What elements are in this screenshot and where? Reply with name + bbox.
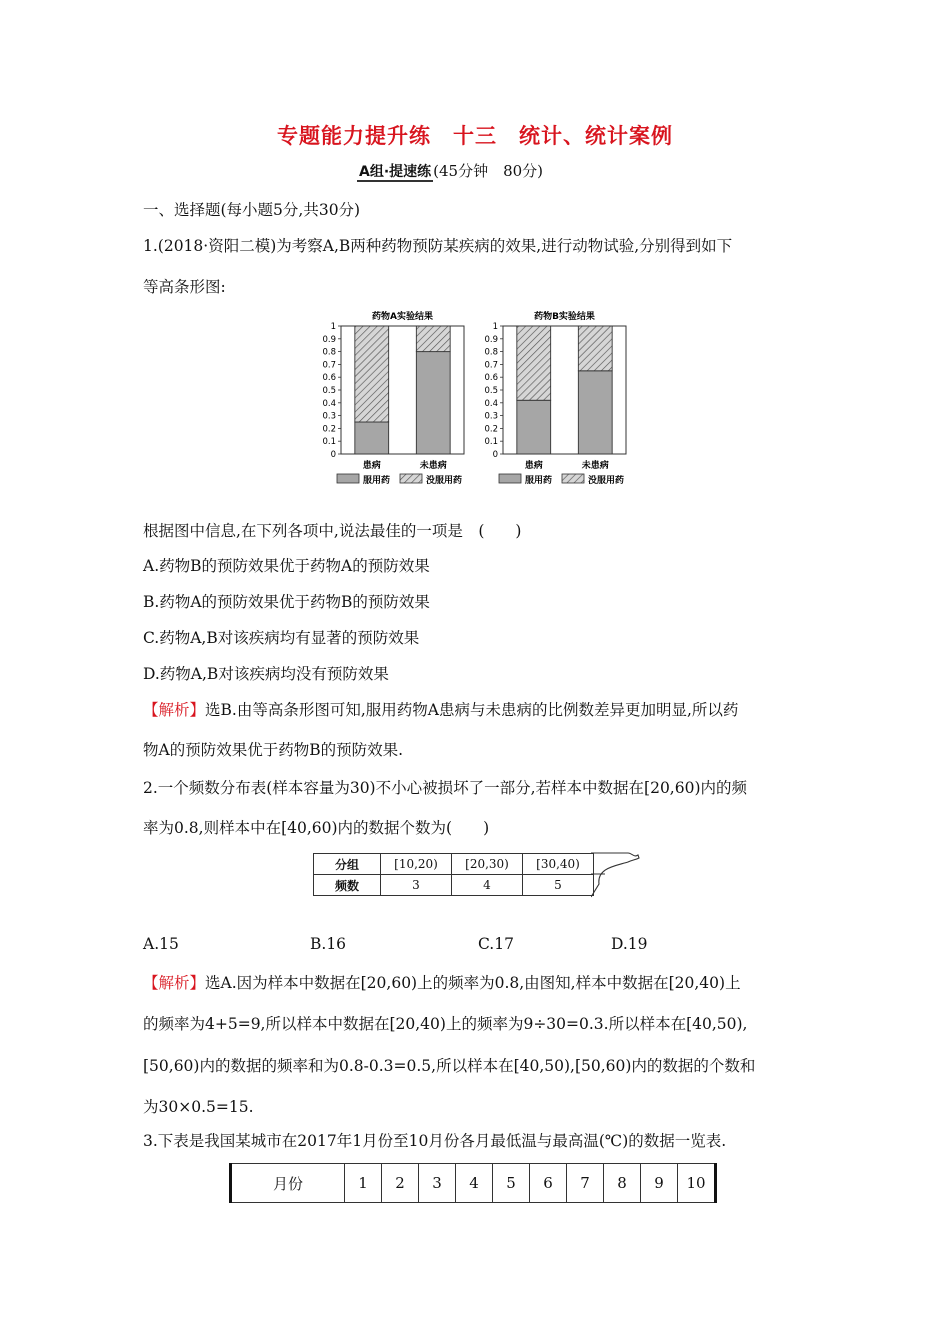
table-cell: 4 xyxy=(456,1164,493,1203)
x-tick-label: 未患病 xyxy=(581,461,609,471)
legend-swatch-not-taken xyxy=(400,474,422,483)
chart-legend xyxy=(337,474,624,486)
y-tick-label: 0.9 xyxy=(484,334,498,345)
legend-swatch-taken xyxy=(337,474,359,483)
table-cell: 8 xyxy=(604,1164,641,1203)
time-limit: (45分钟 80分) xyxy=(433,162,544,180)
y-tick-label: 0.8 xyxy=(484,347,498,358)
table-row xyxy=(232,1164,714,1203)
q2-text-line1: 2.一个频数分布表(样本容量为30)不小心被损坏了一部分,若样本中数据在[20,60)内的频 xyxy=(143,779,748,797)
table-cell: 3 xyxy=(381,875,452,896)
q1-analysis-line1 xyxy=(143,698,738,720)
bar-segment-taken xyxy=(416,352,450,454)
y-tick-label: 0 xyxy=(492,450,498,460)
table-cell: [10,20) xyxy=(381,854,452,875)
table-cell: [20,30) xyxy=(452,854,523,875)
y-tick-label: 0.5 xyxy=(322,386,336,396)
q1-option-b: B.药物A的预防效果优于药物B的预防效果 xyxy=(143,593,430,611)
chart-title: 药物A实验结果 xyxy=(372,312,433,322)
y-tick-label: 1 xyxy=(330,322,336,332)
q2-analysis-line2: 的频率为4+5=9,所以样本中数据在[20,40)上的频率为9÷30=0.3.所以样本在[40,50), xyxy=(143,1015,748,1033)
table-cell: 1 xyxy=(345,1164,382,1203)
table-row xyxy=(314,854,594,875)
bar-segment-not-taken xyxy=(416,326,450,352)
bar-segment-taken xyxy=(578,371,612,454)
y-tick-label: 0.2 xyxy=(484,424,498,435)
q1-analysis-line2: 物A的预防效果优于药物B的预防效果. xyxy=(143,741,404,759)
table-cell: [30,40) xyxy=(523,854,594,875)
table-cell: 2 xyxy=(382,1164,419,1203)
y-tick-label: 0.3 xyxy=(322,411,336,422)
q2-analysis-line1 xyxy=(143,971,741,993)
bar-segment-taken xyxy=(355,422,389,454)
table-row xyxy=(314,875,594,896)
table-cell: 频数 xyxy=(314,875,381,896)
y-tick-label: 0 xyxy=(330,450,336,460)
table-cell: 10 xyxy=(678,1164,715,1203)
q1-text-line2: 等高条形图: xyxy=(143,278,226,296)
table-cell: 5 xyxy=(523,875,594,896)
q1-chart-figure xyxy=(312,306,642,490)
q2-analysis-text1: 选A.因为样本中数据在[20,60)上的频率为0.8,由图知,样本中数据在[20,40)上 xyxy=(205,974,741,992)
y-tick-label: 0.5 xyxy=(484,386,498,396)
legend-label-taken: 服用药 xyxy=(363,476,391,486)
section-heading: 一、选择题(每小题5分,共30分) xyxy=(143,201,361,219)
table-cell: 5 xyxy=(493,1164,530,1203)
q2-analysis-line3: [50,60)内的数据的频率和为0.8-0.3=0.5,所以样本在[40,50),[50,60)内的数据的个数和 xyxy=(143,1057,756,1075)
x-tick-label: 未患病 xyxy=(419,461,447,471)
table-cell: 9 xyxy=(641,1164,678,1203)
y-tick-label: 0.1 xyxy=(484,437,498,448)
q2-analysis-line4: 为30×0.5=15. xyxy=(143,1098,254,1116)
chart-title: 药物B实验结果 xyxy=(534,312,595,322)
y-tick-label: 0.8 xyxy=(322,347,336,358)
legend-swatch-not-taken-b xyxy=(562,474,584,483)
q1-option-d: D.药物A,B对该疾病均没有预防效果 xyxy=(143,665,389,683)
q1-analysis-tag: 【解析】 xyxy=(143,701,206,719)
y-tick-label: 0.9 xyxy=(322,334,336,345)
y-tick-label: 0.6 xyxy=(322,373,336,384)
y-tick-label: 0.6 xyxy=(484,373,498,384)
page-title: 专题能力提升练 十三 统计、统计案例 xyxy=(277,124,673,148)
q1-option-a: A.药物B的预防效果优于药物A的预防效果 xyxy=(143,557,430,575)
q3-text-line1: 3.下表是我国某城市在2017年1月份至10月份各月最低温与最高温(℃)的数据一览表. xyxy=(143,1132,727,1150)
q1-question: 根据图中信息,在下列各项中,说法最佳的一项是 ( ) xyxy=(143,522,522,540)
torn-table-edge xyxy=(591,852,641,898)
y-tick-label: 0.4 xyxy=(322,398,336,409)
y-tick-label: 0.1 xyxy=(322,437,336,448)
table-cell: 4 xyxy=(452,875,523,896)
y-tick-label: 0.2 xyxy=(322,424,336,435)
group-badge: A组·提速练 xyxy=(359,164,432,180)
q3-temperature-table xyxy=(229,1163,717,1203)
table-header-cell: 月份 xyxy=(232,1164,345,1203)
q2-option-a: A.15 xyxy=(143,935,179,953)
y-tick-label: 0.7 xyxy=(484,360,498,371)
bar-segment-not-taken xyxy=(517,326,551,400)
x-tick-label: 患病 xyxy=(524,461,543,471)
bar-segment-not-taken xyxy=(578,326,612,371)
q2-option-c: C.17 xyxy=(478,935,514,953)
legend-swatch-taken-b xyxy=(499,474,521,483)
y-tick-label: 0.4 xyxy=(484,398,498,409)
chart-drug-b xyxy=(484,310,626,471)
legend-label-taken-b: 服用药 xyxy=(525,476,553,486)
legend-label-not-taken-b: 没服用药 xyxy=(588,476,625,486)
q2-analysis-tag: 【解析】 xyxy=(143,974,206,992)
y-tick-label: 0.3 xyxy=(484,411,498,422)
q2-option-d: D.19 xyxy=(611,935,648,953)
table-cell: 7 xyxy=(567,1164,604,1203)
y-tick-label: 1 xyxy=(492,322,498,332)
bar-segment-not-taken xyxy=(355,326,389,422)
y-tick-label: 0.7 xyxy=(322,360,336,371)
table-cell: 分组 xyxy=(314,854,381,875)
q2-option-b: B.16 xyxy=(310,935,347,953)
table-cell: 6 xyxy=(530,1164,567,1203)
subhead xyxy=(357,160,543,181)
q1-text-line1: 1.(2018·资阳二模)为考察A,B两种药物预防某疾病的效果,进行动物试验,分别得到如下 xyxy=(143,237,733,255)
q2-frequency-table xyxy=(313,853,594,896)
chart-drug-a xyxy=(322,310,464,471)
legend-label-not-taken: 没服用药 xyxy=(426,476,463,486)
q1-analysis-text1: 选B.由等高条形图可知,服用药物A患病与未患病的比例数差异更加明显,所以药 xyxy=(205,701,739,719)
table-cell: 3 xyxy=(419,1164,456,1203)
bar-segment-taken xyxy=(517,400,551,454)
x-tick-label: 患病 xyxy=(362,461,381,471)
q1-option-c: C.药物A,B对该疾病均有显著的预防效果 xyxy=(143,629,420,647)
q2-text-line2: 率为0.8,则样本中在[40,60)内的数据个数为( ) xyxy=(143,819,490,837)
